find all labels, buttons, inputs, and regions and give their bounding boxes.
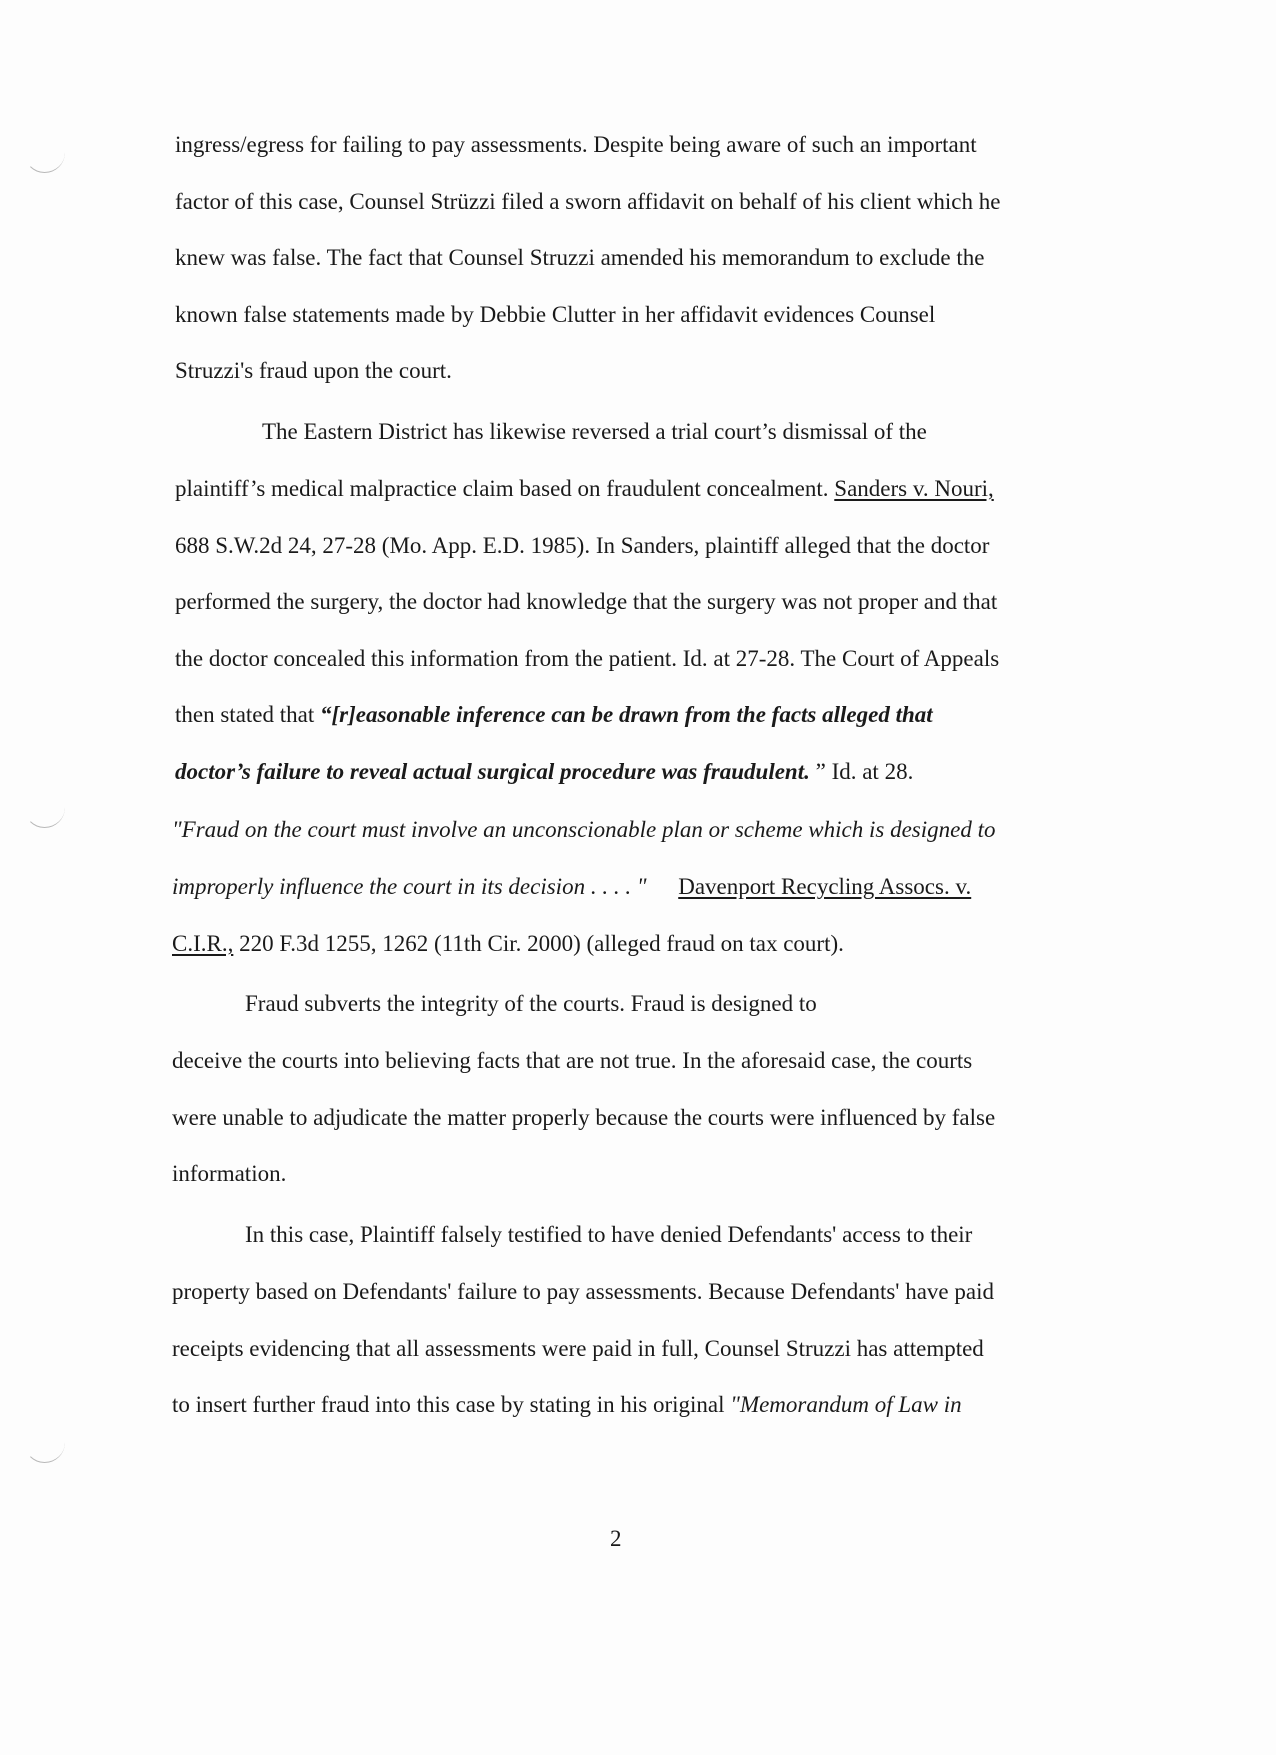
text-line bbox=[172, 1390, 962, 1420]
text-line bbox=[172, 872, 971, 902]
quotation-line: "Fraud on the court must involve an unconscionable plan or scheme which is designed to bbox=[172, 817, 996, 842]
punch-hole-mark-top bbox=[24, 150, 65, 173]
text-line: factor of this case, Counsel Strüzzi filed a sworn affidavit on behalf of his client which he bbox=[175, 189, 1001, 214]
text-run: to insert further fraud into this case by stating in his original bbox=[172, 1392, 731, 1417]
text-line: The Eastern District has likewise reversed a trial court’s dismissal of the bbox=[262, 419, 927, 444]
text-line: knew was false. The fact that Counsel Struzzi amended his memorandum to exclude the bbox=[175, 245, 985, 270]
text-line bbox=[175, 474, 994, 504]
text-line: property based on Defendants' failure to pay assessments. Because Defendants' have paid bbox=[172, 1279, 994, 1304]
text-line: deceive the courts into believing facts that are not true. In the aforesaid case, the courts bbox=[172, 1048, 973, 1073]
text-line: In this case, Plaintiff falsely testified to have denied Defendants' access to their bbox=[245, 1222, 973, 1247]
punch-hole-mark-bottom bbox=[24, 1440, 65, 1463]
document-title-run: "Memorandum of Law in bbox=[730, 1392, 962, 1417]
text-line: Struzzi's fraud upon the court. bbox=[175, 358, 452, 383]
quotation-emphasis: “[r]easonable inference can be drawn from the facts alleged that bbox=[320, 702, 933, 727]
text-run: then stated that bbox=[175, 702, 320, 727]
text-line: receipts evidencing that all assessments were paid in full, Counsel Struzzi has attempted bbox=[172, 1336, 984, 1361]
punch-hole-mark-middle bbox=[24, 805, 65, 828]
case-citation-cir: C.I.R., bbox=[172, 931, 234, 956]
page-number: 2 bbox=[610, 1526, 622, 1551]
text-line bbox=[172, 929, 844, 959]
text-line: the doctor concealed this information from the patient. Id. at 27-28. The Court of Appeals bbox=[175, 646, 1000, 671]
quotation-run: improperly influence the court in its decision . . . . " bbox=[172, 874, 647, 899]
quotation-emphasis: doctor’s failure to reveal actual surgical procedure was fraudulent. bbox=[175, 759, 810, 784]
text-run: 220 F.3d 1255, 1262 (11th Cir. 2000) (alleged fraud on tax court). bbox=[233, 931, 844, 956]
case-citation-sanders: Sanders v. Nouri, bbox=[834, 476, 994, 501]
text-line bbox=[175, 757, 913, 787]
text-line bbox=[175, 700, 933, 730]
text-line: information. bbox=[172, 1161, 287, 1186]
text-run: plaintiff’s medical malpractice claim based on fraudulent concealment. bbox=[175, 476, 835, 501]
case-citation-davenport: Davenport Recycling Assocs. v. bbox=[678, 874, 972, 899]
text-line: were unable to adjudicate the matter properly because the courts were influenced by false bbox=[172, 1105, 996, 1130]
text-line: performed the surgery, the doctor had knowledge that the surgery was not proper and that bbox=[175, 589, 998, 614]
text-line: 688 S.W.2d 24, 27-28 (Mo. App. E.D. 1985). In Sanders, plaintiff alleged that the doctor bbox=[175, 533, 990, 558]
text-line: Fraud subverts the integrity of the courts. Fraud is designed to bbox=[245, 991, 817, 1016]
text-run: ” Id. at 28. bbox=[809, 759, 914, 784]
text-line: ingress/egress for failing to pay assessments. Despite being aware of such an important bbox=[175, 132, 977, 157]
text-line: known false statements made by Debbie Clutter in her affidavit evidences Counsel bbox=[175, 302, 936, 327]
